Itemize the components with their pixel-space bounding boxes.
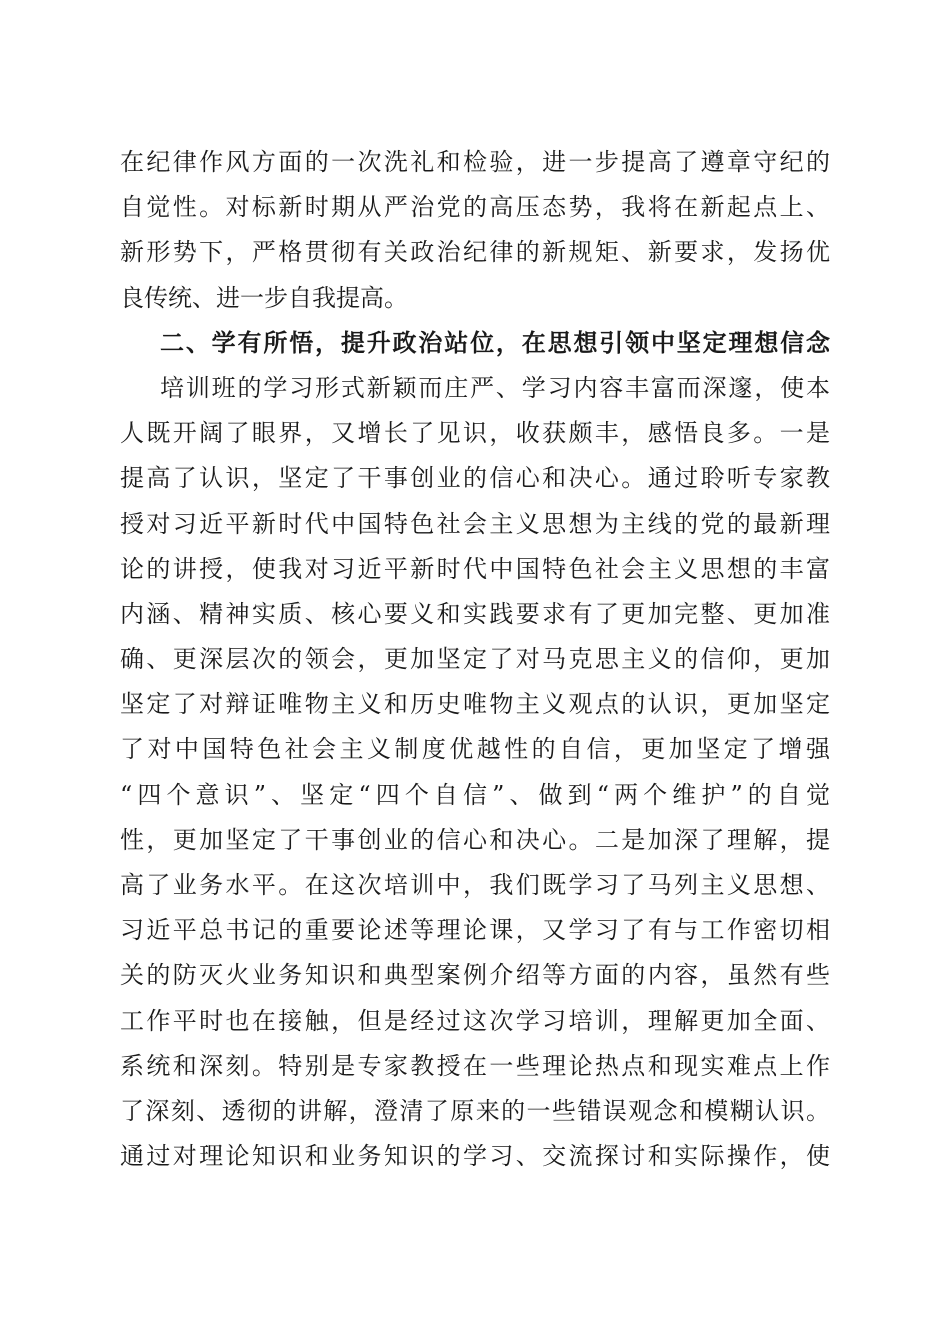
section-heading: 二、学有所悟，提升政治站位，在思想引领中坚定理想信念: [160, 328, 830, 357]
paragraph-line: “四个意识”、坚定“四个自信”、做到“两个维护”的自觉: [120, 780, 830, 809]
paragraph-line: 关的防灭火业务知识和典型案例介绍等方面的内容，虽然有些: [120, 961, 830, 990]
paragraph-line: 坚定了对辩证唯物主义和历史唯物主义观点的认识，更加坚定: [120, 690, 830, 719]
paragraph-line: 在纪律作风方面的一次洗礼和检验，进一步提高了遵章守纪的: [120, 148, 830, 176]
paragraph-line: 论的讲授，使我对习近平新时代中国特色社会主义思想的丰富: [120, 554, 830, 583]
paragraph-line: 确、更深层次的领会，更加坚定了对马克思主义的信仰，更加: [120, 645, 830, 674]
paragraph-line: 人既开阔了眼界，又增长了见识，收获颇丰，感悟良多。一是: [120, 419, 830, 448]
paragraph-line: 工作平时也在接触，但是经过这次学习培训，理解更加全面、: [120, 1006, 830, 1035]
paragraph-line: 系统和深刻。特别是专家教授在一些理论热点和现实难点上作: [120, 1051, 830, 1080]
paragraph-line: 新形势下，严格贯彻有关政治纪律的新规矩、新要求，发扬优: [120, 238, 830, 267]
paragraph-line: 性，更加坚定了干事创业的信心和决心。二是加深了理解，提: [120, 825, 830, 854]
document-body: [120, 140, 830, 1179]
paragraph-line: 了对中国特色社会主义制度优越性的自信，更加坚定了增强: [120, 735, 830, 764]
paragraph-line: 自觉性。对标新时期从严治党的高压态势，我将在新起点上、: [120, 193, 830, 222]
paragraph-line: 内涵、精神实质、核心要义和实践要求有了更加完整、更加准: [120, 599, 830, 628]
paragraph-line: 高了业务水平。在这次培训中，我们既学习了马列主义思想、: [120, 871, 830, 899]
paragraph-line: 习近平总书记的重要论述等理论课，又学习了有与工作密切相: [120, 916, 830, 945]
paragraph-line: 通过对理论知识和业务知识的学习、交流探讨和实际操作，使: [120, 1142, 830, 1171]
paragraph-line: 培训班的学习形式新颖而庄严、学习内容丰富而深邃，使本: [160, 373, 830, 402]
paragraph-line: 授对习近平新时代中国特色社会主义思想为主线的党的最新理: [120, 509, 830, 538]
paragraph-line: 了深刻、透彻的讲解，澄清了原来的一些错误观念和模糊认识。: [120, 1096, 830, 1125]
paragraph-line: 良传统、进一步自我提高。: [120, 283, 408, 312]
paragraph-line: 提高了认识，坚定了干事创业的信心和决心。通过聆听专家教: [120, 464, 830, 493]
